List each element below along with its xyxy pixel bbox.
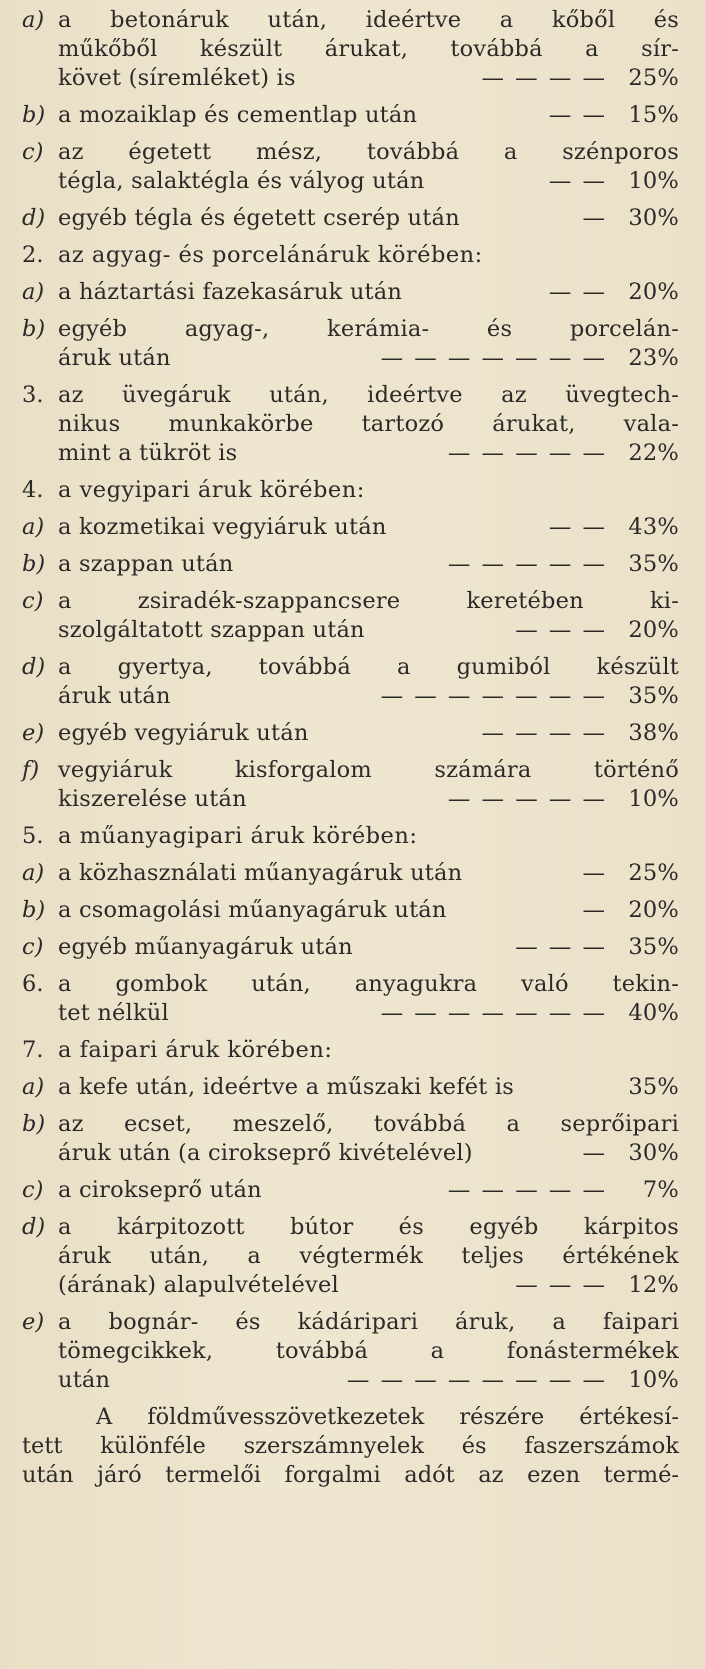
dash-leader: — — — — — <box>447 786 607 812</box>
item-line <box>58 167 679 196</box>
item-marker: d) <box>22 205 46 231</box>
item-line <box>58 476 679 505</box>
item-marker: a) <box>22 514 45 540</box>
item-text <box>58 933 679 962</box>
item-line <box>58 101 679 130</box>
dash-leader: — — — — <box>481 720 607 746</box>
item-text <box>58 315 679 373</box>
list-item <box>22 138 679 196</box>
list-item <box>22 513 679 542</box>
item-line-text: egyéb vegyiáruk után <box>58 720 309 746</box>
list-item <box>22 933 679 962</box>
dash-leader: — <box>582 860 607 886</box>
item-line <box>58 1110 679 1139</box>
item-line <box>58 1036 679 1065</box>
item-line <box>58 756 679 785</box>
item-line <box>58 859 679 888</box>
item-text <box>58 587 679 645</box>
list-item <box>22 970 679 1028</box>
item-line <box>58 344 679 373</box>
item-line-text: az ecset, meszelő, továbbá a seprőipari <box>58 1111 679 1137</box>
dash-leader: — — — <box>515 934 607 960</box>
dash-leader: — — <box>548 514 607 540</box>
tax-rate-value: 20% <box>628 897 679 923</box>
item-line-text: a mozaiklap és cementlap után <box>58 102 418 128</box>
dash-leader: — — <box>548 102 607 128</box>
item-marker: c) <box>22 139 44 165</box>
item-text <box>58 1213 679 1300</box>
item-marker: c) <box>22 1177 44 1203</box>
section-heading <box>22 1036 679 1065</box>
item-marker: b) <box>22 1111 46 1137</box>
list-item <box>22 1176 679 1205</box>
item-line <box>58 999 679 1028</box>
item-line <box>58 1366 679 1395</box>
dash-leader: — — — — — — — <box>380 345 607 371</box>
item-marker: d) <box>22 654 46 680</box>
item-line-text: mint a tükröt is <box>58 440 238 466</box>
list-item <box>22 315 679 373</box>
item-line-text: egyéb műanyagáruk után <box>58 934 353 960</box>
item-line-text: az üvegáruk után, ideértve az üvegtech- <box>58 382 679 408</box>
item-line <box>58 439 679 468</box>
item-marker: f) <box>22 757 40 783</box>
item-line <box>58 719 679 748</box>
list-item <box>22 653 679 711</box>
list-item <box>22 381 679 468</box>
item-marker: c) <box>22 934 44 960</box>
list-item <box>22 1073 679 1102</box>
dash-leader: — — — — — <box>447 551 607 577</box>
item-text <box>58 1308 679 1395</box>
tax-rate-value: 22% <box>628 440 679 466</box>
item-marker: b) <box>22 897 46 923</box>
item-line <box>58 381 679 410</box>
section-heading <box>22 241 679 270</box>
item-line <box>58 970 679 999</box>
item-line-text: a faipari áruk körében: <box>58 1037 333 1063</box>
item-text <box>58 138 679 196</box>
tax-rate-value: 25% <box>628 860 679 886</box>
tax-rate-value: 7% <box>642 1177 679 1203</box>
item-line-text: a csomagolási műanyagáruk után <box>58 897 447 923</box>
item-line <box>58 6 679 35</box>
item-line-text: a zsiradék-szappancsere keretében ki- <box>58 588 679 614</box>
item-line <box>58 410 679 439</box>
item-line-text: nikus munkakörbe tartozó árukat, vala- <box>58 411 679 437</box>
item-line <box>58 204 679 233</box>
tax-rate-value: 35% <box>628 683 679 709</box>
dash-leader: — — — — — — — <box>380 683 607 709</box>
dash-leader: — — <box>548 168 607 194</box>
item-line <box>58 1242 679 1271</box>
tax-rate-value: 23% <box>628 345 679 371</box>
item-marker: 4. <box>22 477 44 503</box>
item-line <box>58 1213 679 1242</box>
item-line <box>58 1337 679 1366</box>
item-marker: 6. <box>22 971 44 997</box>
item-line-text: tömegcikkek, továbbá a fonástermékek <box>58 1338 679 1364</box>
section-heading <box>22 822 679 851</box>
item-line <box>58 616 679 645</box>
item-line-text: a cirokseprő után <box>58 1177 262 1203</box>
item-line-text: a gyertya, továbbá a gumiból készült <box>58 654 679 680</box>
dash-leader: — — — — — — — <box>380 1000 607 1026</box>
tax-rate-value: 20% <box>628 279 679 305</box>
section-heading <box>22 476 679 505</box>
dash-leader: — <box>582 897 607 923</box>
tax-rate-value: 30% <box>628 1140 679 1166</box>
item-line-text: műkőből készült árukat, továbbá a sír- <box>58 36 679 62</box>
tax-rate-value: 12% <box>628 1272 679 1298</box>
item-text <box>58 719 679 748</box>
tax-rate-value: 40% <box>628 1000 679 1026</box>
item-line-text: követ (síremléket) is <box>58 65 296 91</box>
list-item <box>22 859 679 888</box>
item-line-text: az agyag- és porcelánáruk körében: <box>58 242 483 268</box>
dash-leader: — — — <box>515 1272 607 1298</box>
item-line <box>58 896 679 925</box>
item-marker: a) <box>22 279 45 305</box>
item-line-text: a háztartási fazekasáruk után <box>58 279 403 305</box>
list-item <box>22 1213 679 1300</box>
item-marker: c) <box>22 588 44 614</box>
item-line <box>58 1176 679 1205</box>
tax-rate-value: 25% <box>628 65 679 91</box>
item-text <box>58 476 679 505</box>
item-line <box>58 933 679 962</box>
list-item <box>22 6 679 93</box>
list-item <box>22 204 679 233</box>
tax-rate-value: 35% <box>628 551 679 577</box>
tax-rate-list <box>22 6 679 1395</box>
item-marker: a) <box>22 1074 45 1100</box>
paragraph-line: A földművesszövetkezetek részére értékesí- <box>96 1404 679 1430</box>
item-marker: e) <box>22 720 45 746</box>
item-marker: a) <box>22 860 45 886</box>
tax-rate-value: 35% <box>628 934 679 960</box>
item-line <box>58 35 679 64</box>
tax-rate-value: 20% <box>628 617 679 643</box>
item-line <box>58 278 679 307</box>
item-line-text: (árának) alapulvételével <box>58 1272 339 1298</box>
tax-rate-value: 10% <box>628 168 679 194</box>
item-line-text: áruk után <box>58 345 171 371</box>
item-marker: b) <box>22 551 46 577</box>
item-line-text: tégla, salaktégla és vályog után <box>58 168 425 194</box>
dash-leader: — — <box>548 279 607 305</box>
item-line-text: a műanyagipari áruk körében: <box>58 823 418 849</box>
tax-rate-value: 38% <box>628 720 679 746</box>
item-text <box>58 241 679 270</box>
item-text <box>58 653 679 711</box>
list-item <box>22 719 679 748</box>
item-text <box>58 896 679 925</box>
item-marker: 5. <box>22 823 44 849</box>
dash-leader: — — — — <box>481 65 607 91</box>
item-text <box>58 756 679 814</box>
item-text <box>58 859 679 888</box>
item-line-text: a betonáruk után, ideértve a kőből és <box>58 7 679 33</box>
list-item <box>22 278 679 307</box>
item-marker: a) <box>22 7 45 33</box>
item-text <box>58 970 679 1028</box>
item-text <box>58 1036 679 1065</box>
item-line <box>58 1308 679 1337</box>
item-line <box>58 1073 679 1102</box>
item-line-text: a kárpitozott bútor és egyéb kárpitos <box>58 1214 679 1240</box>
item-text <box>58 101 679 130</box>
item-marker: b) <box>22 316 46 342</box>
list-item <box>22 896 679 925</box>
closing-paragraph <box>22 1403 679 1490</box>
item-line-text: áruk után (a cirokseprő kivételével) <box>58 1140 473 1166</box>
item-marker: b) <box>22 102 46 128</box>
item-text <box>58 513 679 542</box>
item-line-text: a kozmetikai vegyiáruk után <box>58 514 387 540</box>
item-line <box>58 822 679 851</box>
dash-leader: — — — — — <box>447 440 607 466</box>
tax-rate-value: 43% <box>628 514 679 540</box>
item-line <box>58 682 679 711</box>
item-line-text: a vegyipari áruk körében: <box>58 477 365 503</box>
item-line <box>58 653 679 682</box>
item-text <box>58 1176 679 1205</box>
item-marker: 3. <box>22 382 44 408</box>
item-line <box>58 138 679 167</box>
list-item <box>22 756 679 814</box>
item-text <box>58 381 679 468</box>
item-line <box>58 64 679 93</box>
paragraph-line: után járó termelői forgalmi adót az ezen termé- <box>22 1462 679 1488</box>
tax-rate-value: 35% <box>628 1074 679 1100</box>
item-line-text: kiszerelése után <box>58 786 247 812</box>
list-item <box>22 550 679 579</box>
item-line <box>58 785 679 814</box>
dash-leader: — — — — — <box>447 1177 607 1203</box>
item-line <box>58 513 679 542</box>
item-line <box>58 315 679 344</box>
dash-leader: — — — — — — — — <box>346 1367 607 1393</box>
dash-leader: — <box>582 205 607 231</box>
item-line <box>58 1271 679 1300</box>
item-text <box>58 6 679 93</box>
tax-rate-value: 30% <box>628 205 679 231</box>
item-text <box>58 278 679 307</box>
tax-rate-value: 15% <box>628 102 679 128</box>
item-text <box>58 204 679 233</box>
item-marker: 2. <box>22 242 44 268</box>
item-line-text: tet nélkül <box>58 1000 169 1026</box>
item-line-text: a szappan után <box>58 551 234 577</box>
item-text <box>58 550 679 579</box>
item-line-text: a kefe után, ideértve a műszaki kefét is <box>58 1074 514 1100</box>
item-line-text: egyéb tégla és égetett cserép után <box>58 205 460 231</box>
list-item <box>22 1308 679 1395</box>
item-marker: 7. <box>22 1037 44 1063</box>
item-line <box>58 587 679 616</box>
item-line <box>58 1139 679 1168</box>
item-line-text: egyéb agyag-, kerámia- és porcelán- <box>58 316 679 342</box>
list-item <box>22 1110 679 1168</box>
item-line <box>58 241 679 270</box>
item-line-text: a közhasználati műanyagáruk után <box>58 860 463 886</box>
dash-leader: — — — <box>515 617 607 643</box>
item-line <box>58 550 679 579</box>
item-text <box>58 1073 679 1102</box>
paragraph-line: tett különféle szerszámnyelek és faszerszámok <box>22 1433 679 1459</box>
item-line-text: vegyiáruk kisforgalom számára történő <box>58 757 679 783</box>
item-line-text: áruk után, a végtermék teljes értékének <box>58 1243 679 1269</box>
item-line-text: az égetett mész, továbbá a szénporos <box>58 139 679 165</box>
tax-rate-value: 10% <box>628 786 679 812</box>
list-item <box>22 101 679 130</box>
item-line-text: áruk után <box>58 683 171 709</box>
dash-leader: — <box>582 1140 607 1166</box>
item-text <box>58 822 679 851</box>
item-text <box>58 1110 679 1168</box>
item-marker: e) <box>22 1309 45 1335</box>
list-item <box>22 587 679 645</box>
item-line-text: a bognár- és kádáripari áruk, a faipari <box>58 1309 679 1335</box>
item-marker: d) <box>22 1214 46 1240</box>
tax-rate-value: 10% <box>628 1367 679 1393</box>
item-line-text: a gombok után, anyagukra való tekin- <box>58 971 679 997</box>
item-line-text: szolgáltatott szappan után <box>58 617 365 643</box>
item-line-text: után <box>58 1367 111 1393</box>
